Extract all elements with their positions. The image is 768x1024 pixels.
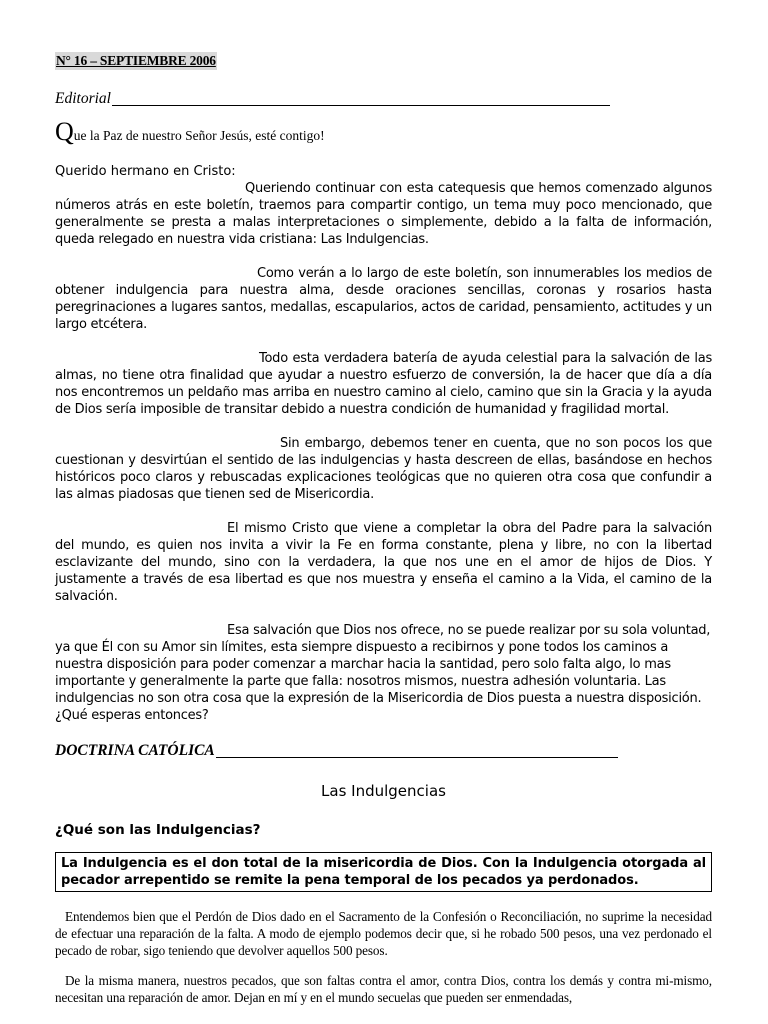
article-question: ¿Qué son las Indulgencias? — [55, 822, 261, 838]
editorial-paragraph: Queriendo continuar con esta catequesis que hemos comenzado algunos números atrás en este boletín, traemos para compartir contigo, un tema muy poco mencionado, que generalmente se presta a malas interpretaciones o simplemente, debido a la falta de información, queda relegado en nuestra vida cristiana: Las Indulgencias. — [55, 181, 712, 247]
doctrina-heading: DOCTRINA CATÓLICA — [55, 742, 215, 759]
issue-header — [55, 50, 712, 70]
definition-box: La Indulgencia es el don total de la misericordia de Dios. Con la Indulgencia otorgada al pecador arrepentido se remite la pena temporal de los pecados ya perdonados. — [55, 852, 712, 892]
greeting — [55, 117, 712, 146]
editorial-paragraph: El mismo Cristo que viene a completar la obra del Padre para la salvación del mundo, es quien nos invita a vivir la Fe en forma constante, plena y libre, no con la libertad esclavizante del mundo, sino con la verdadera, la que nos une en el amor de hijos de Dios. Y justamente a través de esa libertad es que nos muestra y enseña el camino a la Vida, el camino de la salvación. — [55, 521, 712, 604]
doctrina-heading-line — [55, 742, 712, 760]
article-paragraph: De la misma manera, nuestros pecados, que son faltas contra el amor, contra Dios, contra los demás y contra mi-mismo, necesitan una reparación de amor. Dejan en mí y en el mundo secuelas que pueden ser enmendadas, — [55, 973, 712, 1005]
article-title: Las Indulgencias — [321, 782, 446, 800]
editorial-paragraph: Esa salvación que Dios nos ofrece, no se puede realizar por su sola voluntad, ya que Él con su Amor sin límites, esta siempre dispuesto a recibirnos y pone todos los caminos a nuestra disposición para poder comenzar a marchar hacia la santidad, pero solo falta algo, lo mas importante y generalmente la parte que falla: nosotros mismos, nuestra adhesión voluntaria. Las indulgencias no son otra cosa que la expresión de la Misericordia de Dios puesta a nuestra disposición. ¿Qué esperas entonces? — [55, 623, 711, 723]
greeting-text: ue la Paz de nuestro Señor Jesús, esté contigo! — [73, 128, 325, 143]
editorial-paragraph: Sin embargo, debemos tener en cuenta, que no son pocos los que cuestionan y desvirtúan el sentido de las indulgencias y hasta descreen de ellas, basándose en hechos históricos poco claros y rebuscadas explicaciones teológicas que no quieren otra cosa que confundir a las almas piadosas que tienen sed de Misericordia. — [55, 436, 712, 502]
heading-rule — [112, 105, 610, 106]
newsletter-page — [55, 50, 712, 1006]
editorial-paragraph: Como verán a lo largo de este boletín, son innumerables los medios de obtener indulgencia para nuestra alma, desde oraciones sencillas, coronas y rosarios hasta peregrinaciones a lugares santos, medallas, escapularios, actos de caridad, pensamiento, actitudes y un largo etcétera. — [55, 266, 712, 332]
salutation: Querido hermano en Cristo: — [55, 164, 236, 179]
editorial-heading-line — [55, 90, 712, 108]
editorial-paragraph: Todo esta verdadera batería de ayuda celestial para la salvación de las almas, no tiene otra finalidad que ayudar a nuestro esfuerzo de conversión, la de hacer que día a día nos encontremos un peldaño mas arriba en nuestro camino al cielo, camino que sin la Gracia y la ayuda de Dios sería imposible de transitar debido a nuestra condición de humanidad y fragilidad mortal. — [55, 351, 712, 417]
issue-label: N° 16 – SEPTIEMBRE 2006 — [56, 53, 216, 68]
article-paragraph: Entendemos bien que el Perdón de Dios dado en el Sacramento de la Confesión o Reconciliación, no suprime la necesidad de efectuar una reparación de la falta. A modo de ejemplo podemos decir que, si he robado 500 pesos, una vez perdonado el pecado de robar, sigo teniendo que devolver aquellos 500 pesos. — [55, 909, 712, 958]
drop-cap: Q — [55, 117, 74, 146]
heading-rule — [216, 757, 618, 758]
editorial-heading: Editorial — [55, 90, 111, 107]
